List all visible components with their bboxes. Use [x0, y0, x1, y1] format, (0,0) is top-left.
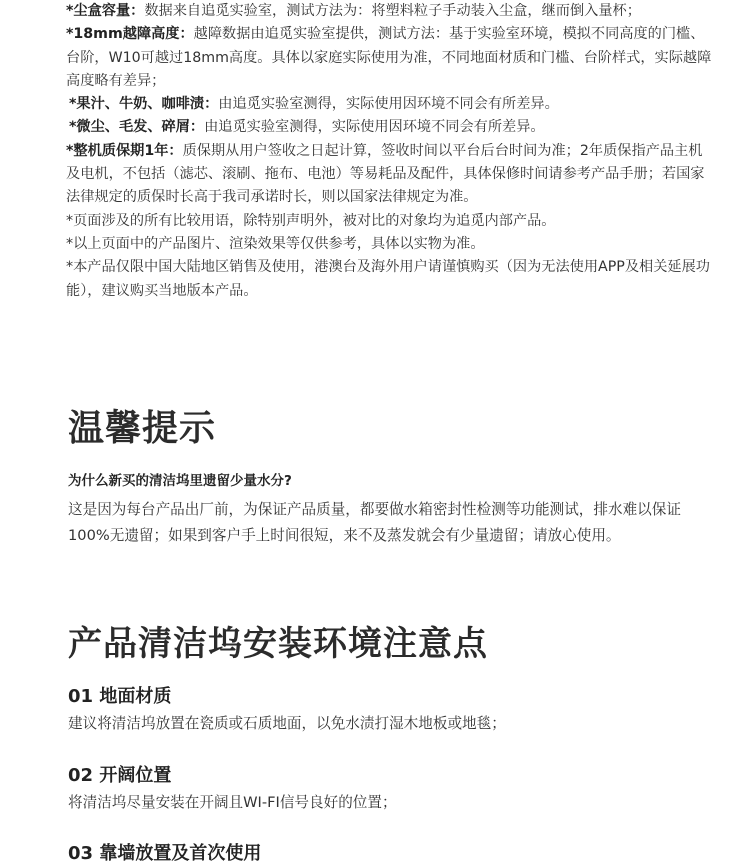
note-warranty: [66, 140, 716, 210]
note-text: 数据来自追觅实验室，测试方法为：将塑料粒子手动装入尘盒，继而倒入量杯；: [144, 3, 641, 19]
note-text: *本产品仅限中国大陆地区销售及使用，港澳台及海外用户请谨慎购买（因为无法使用APP及相关延展功能），建议购买当地版本产品。: [66, 259, 710, 299]
note-stains: [66, 93, 716, 116]
note-label: *整机质保期1年：: [66, 142, 183, 159]
install-title: 产品清洁坞安装环境注意点: [68, 624, 488, 664]
note-label: *18mm越障高度：: [66, 26, 194, 43]
note-dust-hair: [66, 116, 716, 139]
note-label: *尘盒容量：: [66, 3, 145, 19]
note-text: 质保期从用户签收之日起计算，签收时间以平台后台时间为准；2年质保指产品主机及电机，不包括（滤芯、滚刷、拖布、电池）等易耗品及配件，具体保修时间请参考产品手册；若国家法律规定的质保时长高于我司承诺时长，则以国家法律规定为准。: [66, 142, 705, 206]
faq-answer: 这是因为每台产品出厂前，为保证产品质量，都要做水箱密封性检测等功能测试，排水难以保证100%无遗留；如果到客户手上时间很短，来不及蒸发就会有少量遗留；请放心使用。: [68, 501, 681, 544]
faq-question: 为什么新买的清洁坞里遗留少量水分?: [68, 473, 292, 489]
note-dustbox-capacity: [66, 0, 716, 23]
note-text: *以上页面中的产品图片、渲染效果等仅供参考，具体以实物为准。: [66, 235, 485, 252]
note-obstacle-height: [66, 23, 716, 93]
note-label: *微尘、毛发、碎屑：: [69, 119, 205, 136]
note-text: 由追觅实验室测得，实际使用因环境不同会有所差异。: [218, 96, 559, 113]
note-text: 由追觅实验室测得，实际使用因环境不同会有所差异。: [204, 119, 545, 136]
note-comparison: [66, 210, 716, 233]
install-item-floor-heading: 01 地面材质: [68, 686, 172, 707]
install-item-open-heading: 02 开阔位置: [68, 765, 172, 786]
tips-title: 温馨提示: [68, 408, 217, 449]
install-item-floor-text: 建议将清洁坞放置在瓷质或石质地面，以免水渍打湿木地板或地毯；: [68, 715, 506, 732]
note-text: 越障数据由追觅实验室提供，测试方法：基于实验室环境，模拟不同高度的门槛、台阶，W10可越过18mm高度。具体以家庭实际使用为准，不同地面材质和门槛、台阶样式，实际越障高度略有差异；: [66, 26, 712, 89]
note-region: [66, 256, 716, 303]
install-item-open-text: 将清洁坞尽量安装在开阔且WI-FI信号良好的位置；: [68, 794, 397, 811]
install-item-wall-heading: 03 靠墙放置及首次使用: [68, 843, 262, 864]
note-text: *页面涉及的所有比较用语，除特别声明外，被对比的对象均为追觅内部产品。: [66, 212, 556, 229]
note-images: [66, 233, 716, 256]
note-label: *果汁、牛奶、咖啡渍：: [69, 96, 219, 113]
disclaimer-notes: [66, 0, 716, 303]
